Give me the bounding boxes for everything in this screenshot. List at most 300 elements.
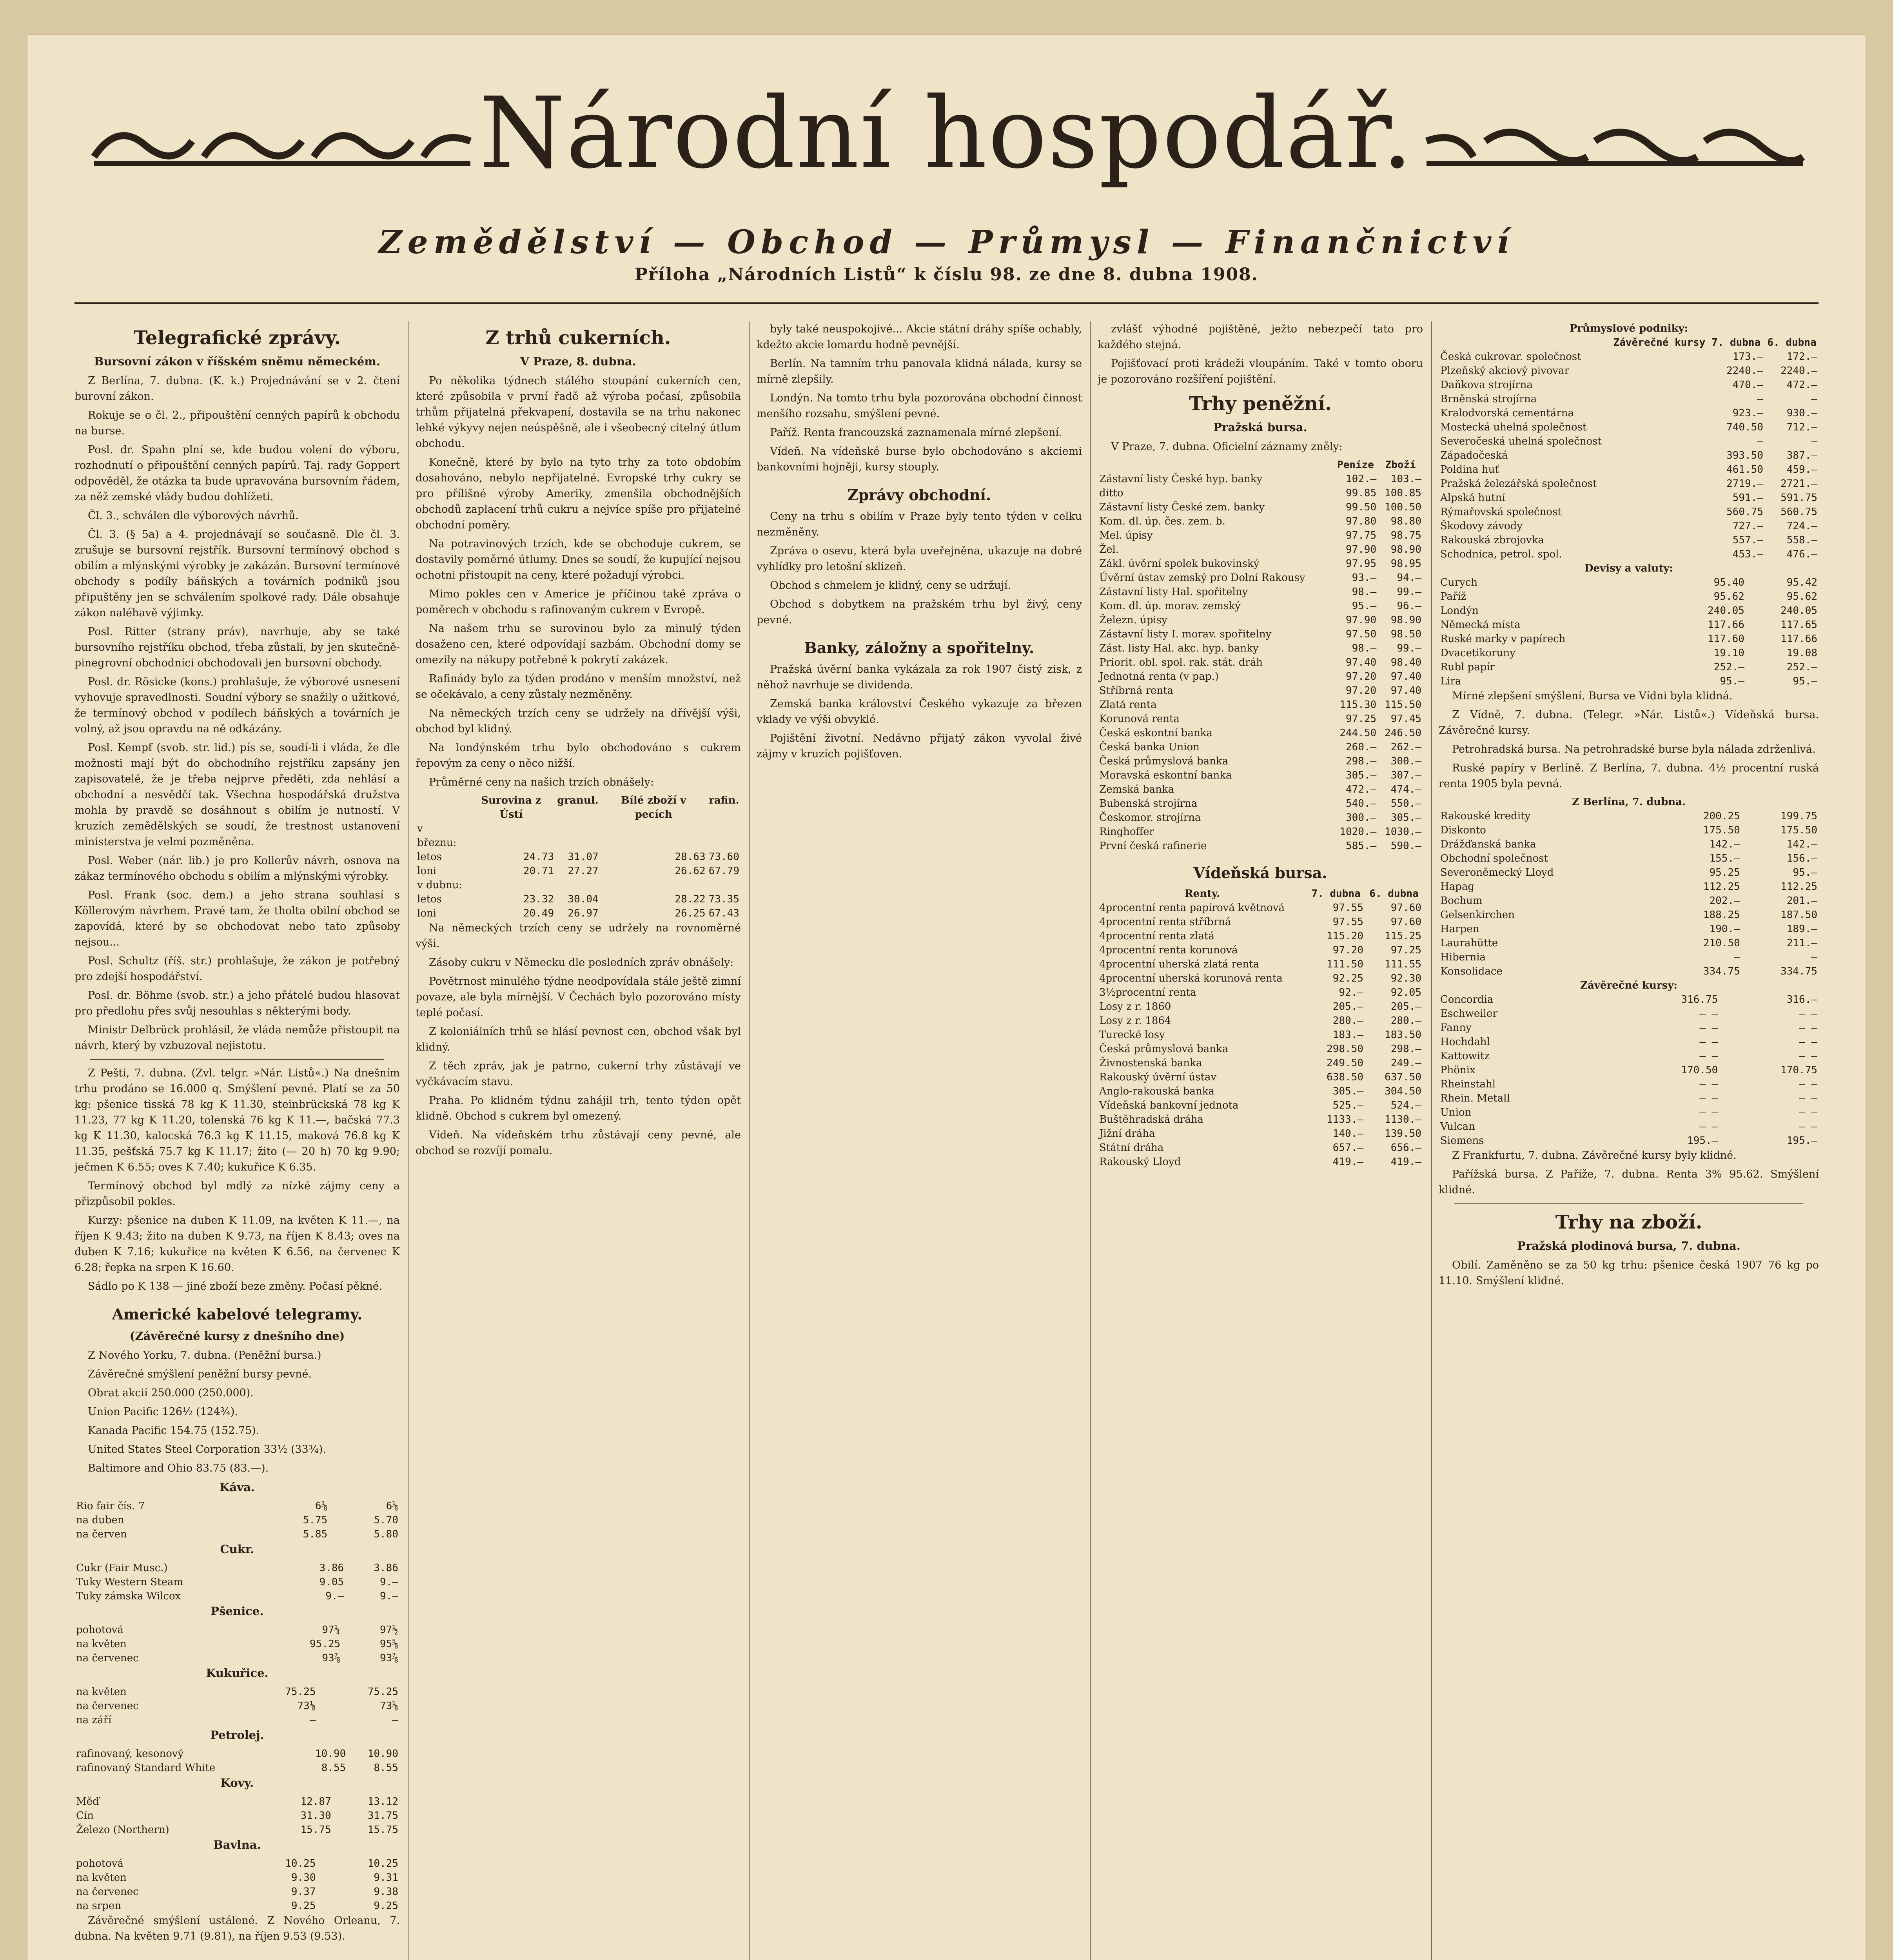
rate-value: — —	[1699, 1050, 1718, 1062]
table-row	[74, 1685, 400, 1699]
price-value: 30.04	[568, 893, 599, 905]
table-row	[74, 1623, 400, 1637]
table-row	[1098, 486, 1423, 500]
table-row	[1439, 1091, 1819, 1105]
rate-value: 637.50	[1385, 1071, 1421, 1083]
commodity-name: na duben	[76, 1514, 124, 1526]
security-name: Kattowitz	[1440, 1050, 1490, 1062]
security-name: Česká banka Union	[1099, 741, 1200, 753]
rate-value: 8.55	[374, 1762, 398, 1774]
rate-value: 638.50	[1327, 1071, 1364, 1083]
column-header: rafin.	[709, 795, 739, 806]
rate-value: 92.05	[1390, 987, 1421, 998]
table-title-row	[1439, 978, 1819, 993]
security-name: Škodovy závody	[1440, 520, 1523, 532]
rate-value: 98.—	[1352, 586, 1377, 598]
rate-value: 558.—	[1786, 534, 1817, 546]
table-row	[1098, 957, 1423, 971]
table-row	[1098, 726, 1423, 740]
table-row	[1439, 1105, 1819, 1120]
rate-value: 19.10	[1713, 647, 1744, 659]
rate-value: 195.—	[1786, 1135, 1817, 1147]
security-name: Fanny	[1440, 1022, 1472, 1034]
rate-value: 97.50	[1345, 628, 1377, 640]
security-name: 4procentní renta papírová květnová	[1099, 902, 1285, 914]
rate-value: — —	[1799, 1008, 1817, 1020]
rate-value: 97½	[380, 1624, 398, 1636]
security-name: Laurahütte	[1440, 937, 1498, 949]
table-row	[1439, 866, 1819, 880]
table-row	[1439, 851, 1819, 866]
commodity-name: na září	[76, 1714, 112, 1726]
paragraph: Čl. 3., schválen dle výborových návrhů.	[88, 510, 299, 522]
rate-value: 31.30	[300, 1810, 331, 1822]
column-header	[1439, 336, 1609, 350]
rate-value: 307.—	[1390, 769, 1421, 781]
rate-value: 97.40	[1390, 671, 1421, 682]
table-row	[1439, 463, 1819, 477]
table-header-row	[1098, 887, 1423, 901]
security-name: Korunová renta	[1099, 713, 1180, 725]
commodity-name: na květen	[76, 1638, 127, 1650]
security-name: 4procentní uherská korunová renta	[1099, 973, 1283, 984]
security-name: Rhein. Metall	[1440, 1093, 1510, 1104]
table-row	[416, 822, 741, 850]
security-name: Hochdahl	[1440, 1036, 1490, 1048]
paragraph: Posl. Weber (nár. lib.) je pro Kollerův návrh, osnova na zákaz termínového obchodu s obilím a mlýnskými výrobky.	[74, 855, 400, 882]
rate-value: 97.55	[1332, 902, 1364, 914]
security-name: Zást. listy Hal. akc. hyp. banky	[1099, 642, 1259, 654]
paragraph: Rokuje se o čl. 2., připouštění cenných papírů k obchodu na burse.	[74, 409, 400, 437]
rate-value: — —	[1799, 1078, 1817, 1090]
security-name: Buštěhradská dráha	[1099, 1114, 1204, 1125]
rate-value: 98.90	[1390, 614, 1421, 626]
rate-value: 95.25	[310, 1638, 341, 1650]
rate-value: 419.—	[1390, 1156, 1421, 1168]
cable-line: United States Steel Corporation 33½ (33¾).	[88, 1443, 327, 1455]
column-divider	[1431, 321, 1432, 1960]
price-value: 24.73	[523, 851, 554, 863]
berlin-rates-table	[1439, 795, 1819, 978]
paragraph: Posl. dr. Rösicke (kons.) prohlašuje, že výborové usnesení vyhovuje spravedlnosti. Soudní výbory se snažily o užitkové, že termínový obchod v podílech báňských a továrních je volný, až jsou opravdu na ně odkázány.	[74, 676, 400, 735]
table-row	[74, 1857, 400, 1871]
commodity-name: Železo (Northern)	[76, 1824, 169, 1836]
rate-value: 304.50	[1385, 1085, 1421, 1097]
rate-value: — —	[1699, 1078, 1718, 1090]
rate-value: 305.—	[1390, 812, 1421, 824]
rate-value: 172.—	[1786, 351, 1817, 363]
rate-value: 93⅞	[322, 1652, 341, 1664]
price-value	[467, 878, 556, 892]
rate-value: 97.40	[1345, 657, 1377, 668]
security-name: Gelsenkirchen	[1440, 909, 1515, 921]
rate-value: 97¼	[322, 1624, 341, 1636]
column-header: Renty.	[1184, 888, 1220, 900]
table-title: Závěrečné kursy:	[1580, 980, 1677, 991]
security-name: Živnostenská banka	[1099, 1057, 1202, 1069]
rate-value: 657.—	[1332, 1142, 1364, 1154]
table-row	[1098, 943, 1423, 957]
rate-value: 183.50	[1385, 1029, 1421, 1041]
article-heading: Z trhů cukerních.	[485, 327, 671, 349]
rate-value: — —	[1799, 1121, 1817, 1132]
commodity-name: Tuky zámska Wilcox	[76, 1590, 181, 1602]
table-row	[74, 1899, 400, 1913]
rate-value: 540.—	[1345, 798, 1377, 809]
rate-value: 560.75	[1726, 506, 1764, 518]
paragraph: Paříž. Renta francouzská zaznamenala mírné zlepšení.	[770, 426, 1062, 439]
security-name: 4procentní renta korunová	[1099, 944, 1238, 956]
paragraph: Mírné zlepšení smýšlení. Bursa ve Vídni byla klidná.	[1452, 690, 1733, 702]
table-row	[1098, 1042, 1423, 1056]
rate-value: 560.75	[1780, 506, 1817, 518]
commodity-table	[74, 1499, 400, 1541]
paragraph: Posl. Schultz (říš. str.) prohlašuje, že zákon je potřebný pro zdejší hospodářství.	[74, 955, 400, 983]
rate-value: 98.90	[1390, 544, 1421, 555]
security-name: Anglo-rakouská banka	[1099, 1085, 1215, 1097]
rate-value: 591.75	[1780, 492, 1817, 504]
security-name: Hibernia	[1440, 951, 1486, 963]
commodity-tables	[74, 1479, 400, 1913]
article-lede: Bursovní zákon v říšském sněmu německém.	[94, 355, 381, 368]
commodity-heading: Kukuřice.	[206, 1666, 269, 1680]
price-value: 28.22	[675, 893, 706, 905]
rate-value: 740.50	[1726, 421, 1764, 433]
rate-value: 298.—	[1390, 1043, 1421, 1055]
paragraph: Posl. dr. Spahn plní se, kde budou volení do výboru, rozhodnutí o připouštění cenných papírů. Taj. rady Goppert odpověděl, že otázka ta bude upravována bursovním řádem, za něž zemské vlády budou dohlížeti.	[74, 444, 400, 503]
rate-value: 100.50	[1385, 501, 1421, 513]
security-name: Bubenská strojírna	[1099, 798, 1198, 809]
table-row	[1098, 613, 1423, 627]
commodity-heading: Kovy.	[220, 1776, 254, 1789]
paragraph: zvlášť výhodné pojištěné, ježto nebezpečí tato pro každého stejná.	[1098, 323, 1423, 351]
table-row	[1439, 1134, 1819, 1148]
rate-value: 97.60	[1390, 902, 1421, 914]
rate-value: 3.86	[319, 1562, 344, 1574]
security-name: Česká eskontní banka	[1099, 727, 1212, 739]
table-row	[1098, 1000, 1423, 1014]
table-row	[1098, 1070, 1423, 1084]
rate-value: 9.05	[319, 1576, 344, 1588]
rate-value: 155.—	[1709, 853, 1740, 864]
rate-value: 95.—	[1793, 675, 1817, 687]
cable-line: Z Nového Yorku, 7. dubna. (Peněžní bursa.)	[88, 1349, 321, 1361]
rate-value: 8.55	[321, 1762, 346, 1774]
commodity-heading: Káva.	[220, 1481, 255, 1494]
rate-value: 199.75	[1780, 810, 1817, 822]
rate-value: 10.90	[315, 1748, 346, 1760]
rate-value: 419.—	[1332, 1156, 1364, 1168]
mining-rates-table	[1439, 978, 1819, 1148]
column-commerce	[757, 321, 1082, 1960]
table-row	[1439, 837, 1819, 851]
commodity-heading: Petrolej.	[210, 1728, 264, 1742]
rate-value: 95.—	[1352, 600, 1377, 612]
table-row	[1439, 964, 1819, 978]
rate-value: 591.—	[1732, 492, 1764, 504]
closing-note: Závěrečné smýšlení ustálené. Z Nového Orleanu, 7. dubna. Na květen 9.71 (9.81), na říjen 9.53 (9.53).	[74, 1915, 400, 1942]
market-report: Sádlo po K 138 — jiné zboží beze změny. Počasí pěkné.	[88, 1280, 383, 1292]
cable-line: Závěrečné smýšlení peněžní bursy pevné.	[88, 1368, 312, 1380]
table-row	[1098, 599, 1423, 613]
paragraph: Posl. Kempf (svob. str. lid.) pís se, soudí-li i vláda, že dle možnosti mají být do obchodního rejstříku zapsány jen zapisovatelé, že je třeba nejprve předěti, zda nehlásí a obchodní a nesvědčí tak. Všechna hospodářská družstva mohla by pravdě se dosáhnout s obilím je nutností. V kruzích zemědělských se soudí, že trestnost ustanovení ministerstva je velmi pozměněna.	[74, 742, 400, 848]
rate-value: 115.50	[1385, 699, 1421, 711]
rate-value: 175.50	[1703, 824, 1740, 836]
section-subheading: Pražská plodinová bursa, 7. dubna.	[1517, 1239, 1741, 1252]
paragraph: Pojišťovací proti krádeži vloupáním. Také v tomto oboru je pozorováno rozšíření pojištění.	[1098, 358, 1423, 385]
table-row	[1439, 1077, 1819, 1091]
security-name: Priorit. obl. spol. rak. stát. dráh	[1099, 657, 1263, 668]
paragraph: Londýn. Na tomto trhu byla pozorována obchodní činnost menšího rozsahu, smýšlení pevné.	[757, 392, 1082, 420]
rate-value: 98.95	[1390, 558, 1421, 570]
table-row	[1439, 950, 1819, 964]
rate-value: 95.42	[1786, 577, 1817, 588]
rate-value: 190.—	[1709, 923, 1740, 935]
paragraph: Zásoby cukru v Německu dle posledních zpráv obnášely:	[429, 956, 734, 969]
rate-value: 2721.—	[1780, 478, 1817, 490]
table-row	[1098, 655, 1423, 670]
security-name: Českomor. strojírna	[1099, 812, 1201, 824]
rate-value: 97.40	[1390, 685, 1421, 697]
rate-value: —	[1811, 951, 1817, 963]
rate-value: 115.25	[1385, 930, 1421, 942]
rate-value: 115.20	[1327, 930, 1364, 942]
rate-value: — —	[1699, 1121, 1718, 1132]
commodity-name: Cín	[76, 1810, 94, 1822]
rate-value: 240.05	[1708, 605, 1744, 617]
table-row	[1439, 519, 1819, 533]
table-row	[1098, 1028, 1423, 1042]
security-name: Kralodvorská cementárna	[1440, 407, 1574, 419]
table-row	[74, 1561, 400, 1575]
rate-value: 3.86	[374, 1562, 398, 1574]
divider	[90, 1059, 384, 1060]
rate-value: 200.25	[1703, 810, 1740, 822]
rate-value: 175.50	[1780, 824, 1817, 836]
market-report: Kurzy: pšenice na duben K 11.09, na květen K 11.—, na říjen K 9.43; žito na duben K 9.73, na říjen K 8.43; oves na duben K 7.16; kukuřice na květen K 6.56, na červenec K 6.28; řepka na srpen K 16.60.	[74, 1214, 400, 1274]
table-row	[1098, 1098, 1423, 1112]
table-row	[1098, 1084, 1423, 1098]
table-row	[1439, 364, 1819, 378]
rate-value: 96.—	[1397, 600, 1421, 612]
rate-value: 97.55	[1332, 916, 1364, 928]
rate-value: 9.31	[374, 1872, 398, 1884]
market-report: Termínový obchod byl mdlý za nízké zájmy ceny a přizpůsobil pokles.	[74, 1180, 400, 1208]
table-row	[74, 1589, 400, 1603]
price-value	[555, 878, 600, 892]
security-name: Rubl papír	[1440, 661, 1495, 673]
rate-value: 1020.—	[1339, 826, 1377, 838]
security-name: Zástavní listy I. morav. spořitelny	[1099, 628, 1272, 640]
rate-value: 156.—	[1786, 853, 1817, 864]
rate-value: 92.—	[1339, 987, 1364, 998]
security-name: Zákl. úvěrní spolek bukovinský	[1099, 558, 1260, 570]
rate-value: 280.—	[1332, 1015, 1364, 1027]
rate-value: 15.75	[300, 1824, 331, 1836]
column-money-markets	[1098, 321, 1423, 1960]
rate-value: 98.80	[1390, 515, 1421, 527]
security-name: Konsolidace	[1440, 965, 1503, 977]
section-heading: Zprávy obchodní.	[847, 486, 991, 504]
rate-value: — —	[1699, 1036, 1718, 1048]
section-lede: (Závěrečné kursy z dnešního dne)	[129, 1329, 345, 1343]
rate-value: 334.75	[1780, 965, 1817, 977]
rate-value: 97.20	[1345, 685, 1377, 697]
paragraph: Po několika týdnech stálého stoupání cukerních cen, které způsobila v první řadě až výroba počasí, způsobila trhům přijatelná překvapení, dostavila se na trhu nakonec lehké výkyvy nejen neúspěšně, ale i všeobecný citelný útlum obchodu.	[416, 375, 741, 450]
table-row	[1098, 1127, 1423, 1141]
paragraph: Na německých trzích ceny se udržely na rovnoměrné výši.	[416, 922, 741, 950]
row-label: v březnu:	[417, 823, 457, 849]
rate-value: — —	[1699, 1093, 1718, 1104]
table-row	[1098, 571, 1423, 585]
paragraph: Vídeň. Na vídeňském trhu zůstávají ceny pevné, ale obchod se rozvíjí pomalu.	[416, 1129, 741, 1157]
rate-value: 5.75	[303, 1514, 328, 1526]
commodity-table	[74, 1795, 400, 1837]
rate-value: — —	[1799, 1022, 1817, 1034]
security-name: Ruské marky v papírech	[1440, 633, 1566, 645]
table-row	[1439, 660, 1819, 674]
rate-value: 111.55	[1385, 958, 1421, 970]
rate-value: 93.—	[1352, 572, 1377, 584]
rate-value: 117.65	[1780, 619, 1817, 631]
rate-value: 252.—	[1713, 661, 1744, 673]
table-header-row	[1439, 336, 1819, 350]
commodity-table	[74, 1857, 400, 1913]
rate-value: —	[1757, 436, 1764, 447]
rate-value: 12.87	[300, 1796, 331, 1808]
security-name: Schodnica, petrol. spol.	[1440, 548, 1562, 560]
column-header	[416, 793, 467, 822]
price-value	[707, 878, 741, 892]
rate-value: 112.25	[1780, 881, 1817, 893]
rate-value: 590.—	[1390, 840, 1421, 852]
table-row	[74, 1637, 400, 1651]
column-header: Bílé zboží v pecích	[621, 795, 686, 820]
commodity-table	[74, 1561, 400, 1603]
commodity-name: na červenec	[76, 1700, 139, 1712]
table-row	[74, 1713, 400, 1727]
commodity-name: Cukr (Fair Musc.)	[76, 1562, 168, 1574]
article-dateline: V Praze, 8. dubna.	[520, 355, 636, 368]
rate-value: 211.—	[1786, 937, 1817, 949]
rate-value: 100.85	[1385, 487, 1421, 499]
paragraph: Obchod s chmelem je klidný, ceny se udržují.	[770, 579, 1011, 592]
table-row	[1098, 684, 1423, 698]
rate-value: 202.—	[1709, 895, 1740, 907]
price-value	[600, 822, 707, 850]
security-name: Úvěrní ústav zemský pro Dolní Rakousy	[1099, 572, 1305, 584]
table-row	[74, 1823, 400, 1837]
rate-value: 453.—	[1732, 548, 1764, 560]
rate-value: 9.—	[380, 1590, 398, 1602]
newspaper-sheet	[27, 35, 1866, 1960]
table-row	[416, 892, 741, 906]
security-name: Západočeská	[1440, 450, 1508, 461]
table-row	[1098, 627, 1423, 641]
rate-value: 15.75	[367, 1824, 398, 1836]
commodity-name: pohotová	[76, 1624, 123, 1636]
table-row	[1098, 1014, 1423, 1028]
rate-value: 75.25	[285, 1686, 316, 1698]
rate-value: 1130.—	[1385, 1114, 1421, 1125]
table-title: Z Berlína, 7. dubna.	[1572, 796, 1686, 808]
section-heading: Americké kabelové telegramy.	[112, 1305, 363, 1323]
table-row	[1439, 406, 1819, 420]
rate-value: 201.—	[1786, 895, 1817, 907]
table-caption: Průměrné ceny na našich trzích obnášely:	[429, 776, 654, 788]
rate-value: 476.—	[1786, 548, 1817, 560]
rate-value: 115.30	[1339, 699, 1377, 711]
rate-value: 31.75	[367, 1810, 398, 1822]
rate-value: 10.90	[367, 1748, 398, 1760]
rate-value: 97.25	[1390, 944, 1421, 956]
rate-value: 92.30	[1390, 973, 1421, 984]
table-row	[74, 1795, 400, 1809]
section-lede: V Praze, 7. dubna. Oficielní záznamy zněly:	[1111, 441, 1343, 453]
paragraph: byly také neuspokojivé... Akcie státní dráhy spíše ochably, kdežto akcie lomardu hodně pevnější.	[757, 323, 1082, 351]
price-value: 27.27	[568, 865, 599, 877]
rate-value: 97.20	[1345, 671, 1377, 682]
table-row	[1439, 392, 1819, 406]
paragraph: Čl. 3. (§ 5a) a 4. projednávají se současně. Dle čl. 3. zrušuje se bursovní rejstřík. Bursovní termínový obchod s obilím a mlýnskými výrobky je zakázán. Bursovní termínové obchody s podíly báňských a továrních podniků jsou připuštěny jen se schválením spolkové rady. Dále obsahuje zákon naléhavě výjimky.	[74, 528, 400, 619]
rate-value: 260.—	[1345, 741, 1377, 753]
table-row	[1439, 448, 1819, 463]
price-value	[707, 822, 741, 850]
table-row	[1439, 1035, 1819, 1049]
security-name: Moravská eskontní banka	[1099, 769, 1232, 781]
rate-value: 300.—	[1390, 755, 1421, 767]
rate-value: 9.—	[325, 1590, 344, 1602]
market-report: Z Pešti, 7. dubna. (Zvl. telgr. »Nár. Listů«.) Na dnešním trhu prodáno se 16.000 q. Smýšlení pevné. Platí se za 50 kg: pšenice tisská 78 kg K 11.30, steinbrückská 78 kg K 11.23, 77 kg K 11.20, tolenská 76 kg K 11.—, bačská 77.3 kg K 11.30, kalocská 76.3 kg K 11.15, maková 76.8 kg K 11.35, pešťská 75.7 kg K 11.17; žito (— 20 h) 70 kg 9.90; ječmen K 6.55; oves K 7.40; kukuřice K 6.35.	[74, 1067, 400, 1173]
table-row	[1439, 993, 1819, 1007]
rate-value: 95.62	[1713, 591, 1744, 603]
paragraph: Posl. Frank (soc. dem.) a jeho strana souhlasí s Köllerovým návrhem. Pravé tam, že tholta obilní obchod se zapovídá, které by se obchodovat nebo tato způsoby nejsou...	[74, 889, 400, 948]
rate-value: 524.—	[1390, 1100, 1421, 1111]
rate-value: —	[309, 1714, 316, 1726]
security-name: Diskonto	[1440, 824, 1486, 836]
rate-value: 461.50	[1726, 464, 1764, 475]
commodity-name: na červenec	[76, 1652, 139, 1664]
article-heading: Telegrafické zprávy.	[133, 327, 341, 349]
security-name: Zlatá renta	[1099, 699, 1157, 711]
paragraph: Z koloniálních trhů se hlásí pevnost cen, obchod však byl klidný.	[416, 1025, 741, 1053]
table-row	[1098, 971, 1423, 985]
security-name: Eschweiler	[1440, 1008, 1497, 1020]
fx-rates-table	[1439, 561, 1819, 688]
table-row	[74, 1513, 400, 1527]
table-row	[1439, 590, 1819, 604]
paragraph: Na potravinových trzích, kde se obchoduje cukrem, se dostavily poměrné útlumy. Dnes se soudí, že kupující nejsou ochotni přistoupit na ceny, které požadují výrobci.	[416, 538, 741, 581]
security-name: Siemens	[1440, 1135, 1484, 1147]
column-header: 7. dubna	[1311, 888, 1361, 900]
security-name: Rheinstahl	[1440, 1078, 1496, 1090]
table-row	[74, 1651, 400, 1665]
rate-value: 9.25	[291, 1900, 316, 1912]
rate-value: —	[1811, 393, 1817, 405]
price-value: 20.71	[523, 865, 554, 877]
commodity-name: na květen	[76, 1872, 127, 1884]
price-value: 26.97	[568, 907, 599, 919]
table-row	[1439, 809, 1819, 823]
security-name: 4procentní renta zlatá	[1099, 930, 1214, 942]
section-subtitle: Zemědělství — Obchod — Průmysl — Finančnictví	[378, 223, 1515, 261]
security-name: Hapag	[1440, 881, 1474, 893]
security-name: Severoněmecký Lloyd	[1440, 867, 1554, 878]
security-name: Union	[1440, 1107, 1472, 1118]
security-name: Česká cukrovar. společnost	[1440, 351, 1581, 363]
table-row	[416, 850, 741, 864]
table-row	[1439, 604, 1819, 618]
